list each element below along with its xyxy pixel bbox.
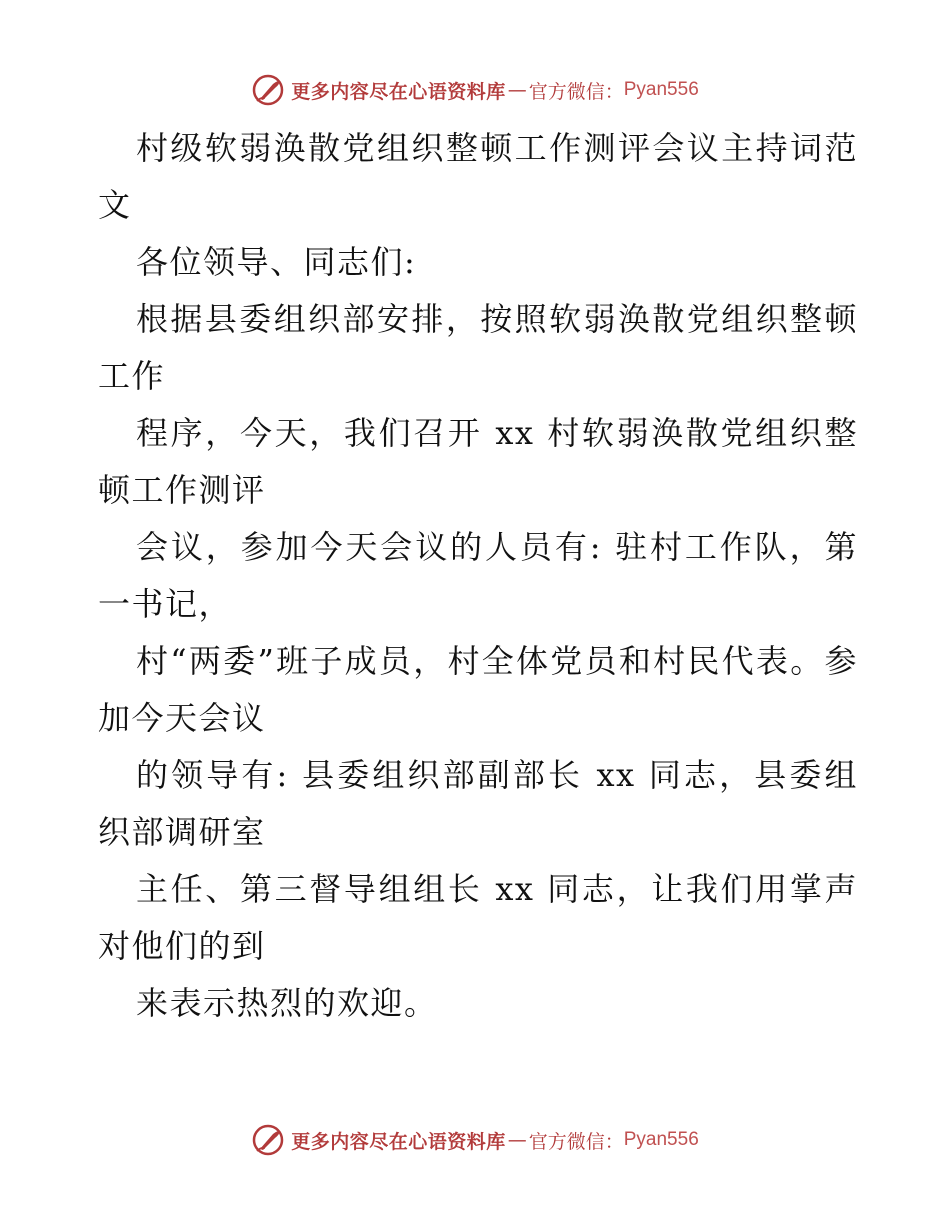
header-watermark [0,70,950,110]
salutation: 各位领导、同志们: [136,243,417,281]
quill-pen-logo-icon [251,1123,285,1157]
body-paragraph: 来表示热烈的欢迎。 [136,984,438,1022]
watermark-wechat-id: Pyan556 [623,79,699,100]
watermark-site-text: 更多内容尽在心语资料库 [291,80,506,103]
document-title: 村级软弱涣散党组织整顿工作测评会议主持词范文 [98,129,858,224]
watermark-wechat-id: Pyan556 [623,1129,699,1150]
watermark-dash: — [507,79,527,101]
body-paragraph: 根据县委组织部安排，按照软弱涣散党组织整顿工作 [98,300,858,395]
body-paragraph: 主任、第三督导组组长 xx 同志，让我们用掌声对他们的到 [98,870,858,965]
watermark-site-text: 更多内容尽在心语资料库 [291,1130,506,1153]
body-paragraph: 程序，今天，我们召开 xx 村软弱涣散党组织整顿工作测评 [98,414,858,509]
body-paragraph: 会议，参加今天会议的人员有: 驻村工作队，第一书记， [98,528,858,623]
body-paragraph: 的领导有: 县委组织部副部长 xx 同志，县委组织部调研室 [98,756,858,851]
watermark-wechat-label: 官方微信： [528,1130,624,1153]
watermark-dash: — [507,1129,527,1151]
body-paragraph: 村“两委”班子成员，村全体党员和村民代表。参加今天会议 [98,642,858,737]
quill-pen-logo-icon [251,73,285,107]
watermark-wechat-label: 官方微信： [528,80,624,103]
footer-watermark [0,1120,950,1160]
document-body [98,120,858,1032]
